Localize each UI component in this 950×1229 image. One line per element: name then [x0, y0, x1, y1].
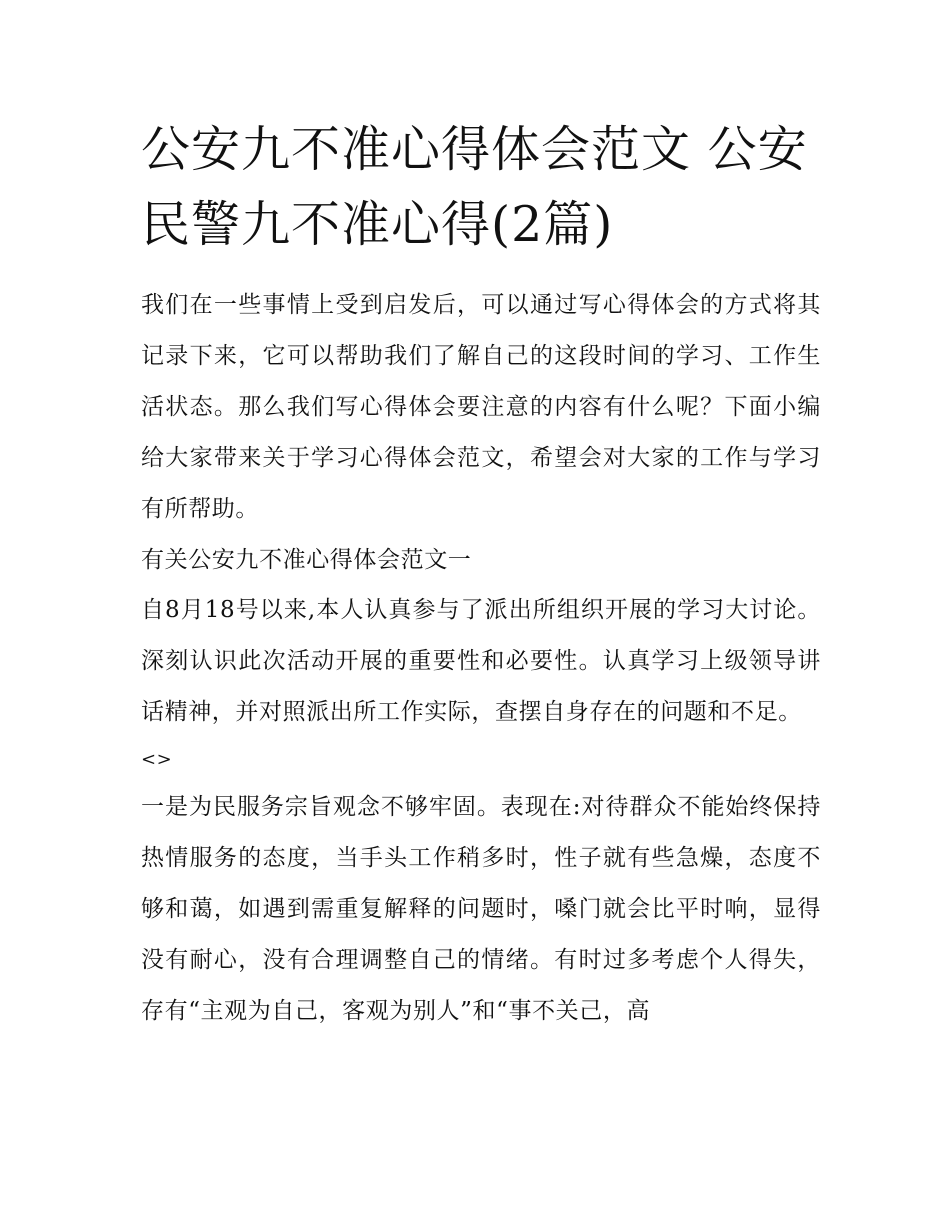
body-paragraph-2: 一是为民服务宗旨观念不够牢固。表现在:对待群众不能始终保持热情服务的态度，当手头工作稍多时，性子就有些急燥，态度不够和蔼，如遇到需重复解释的问题时，嗓门就会比平时响，显得没有耐心，没有合理调整自己的情绪。有时过多考虑个人得失，存有“主观为自己，客观为别人”和“事不关己，高 [141, 794, 821, 1024]
document-title: 公安九不准心得体会范文 公安民警九不准心得(2篇) [141, 121, 808, 253]
document-body [141, 112, 821, 1037]
placeholder-marker: <> [141, 749, 173, 770]
body-paragraph-1: 自8月18号以来,本人认真参与了派出所组织开展的学习大讨论。深刻认识此次活动开展的重要性和必要性。认真学习上级领导讲话精神，并对照派出所工作实际，查摆自身存在的问题和不足。 [141, 597, 821, 725]
intro-paragraph: 我们在一些事情上受到启发后，可以通过写心得体会的方式将其记录下来，它可以帮助我们了解自己的这段时间的学习、工作生活状态。那么我们写心得体会要注意的内容有什么呢？下面小编给大家带来关于学习心得体会范文，希望会对大家的工作与学习有所帮助。 [141, 292, 821, 522]
section-heading: 有关公安九不准心得体会范文一 [141, 547, 472, 573]
